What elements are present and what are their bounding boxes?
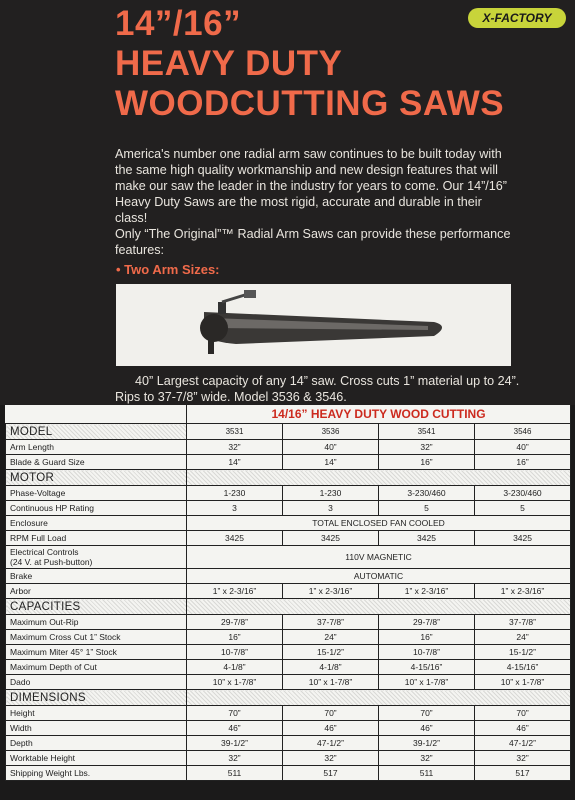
spec-value: 37-7/8” xyxy=(283,615,379,630)
spec-value: 32” xyxy=(187,751,283,766)
spec-row xyxy=(6,660,571,675)
model-label: MODEL xyxy=(6,424,187,440)
spec-row xyxy=(6,584,571,599)
spec-value: 40” xyxy=(283,440,379,455)
spec-label: Electrical Controls (24 V. at Push-button) xyxy=(6,546,187,569)
spec-value: 4-15/16” xyxy=(475,660,571,675)
saw-arm-illustration xyxy=(116,284,511,366)
spec-value: 32” xyxy=(379,751,475,766)
section-fill xyxy=(187,599,571,615)
spec-value: 29-7/8” xyxy=(379,615,475,630)
spec-value: 3425 xyxy=(187,531,283,546)
spec-row xyxy=(6,501,571,516)
spec-value: 10” x 1-7/8” xyxy=(379,675,475,690)
model-row xyxy=(6,424,571,440)
spec-value: 4-15/16” xyxy=(379,660,475,675)
model-number: 3546 xyxy=(475,424,571,440)
spec-value: 1-230 xyxy=(283,486,379,501)
spec-title: 14/16” HEAVY DUTY WOOD CUTTING xyxy=(187,405,571,424)
spec-value: 47-1/2” xyxy=(283,736,379,751)
title-line-2: HEAVY DUTY xyxy=(115,44,343,83)
brand-logo: X-FACTORY xyxy=(468,8,566,28)
spec-value: 16” xyxy=(475,455,571,470)
spec-label: Depth xyxy=(6,736,187,751)
title-line-1: 14”/16” xyxy=(115,4,242,43)
spec-row xyxy=(6,645,571,660)
spec-value-all: TOTAL ENCLOSED FAN COOLED xyxy=(187,516,571,531)
section-title: CAPACITIES xyxy=(6,599,187,615)
spec-value: 5 xyxy=(379,501,475,516)
spec-value: 3-230/460 xyxy=(475,486,571,501)
spec-value: 1” x 2-3/16” xyxy=(283,584,379,599)
spec-value: 29-7/8” xyxy=(187,615,283,630)
spec-value: 15-1/2” xyxy=(283,645,379,660)
spec-value: 1-230 xyxy=(187,486,283,501)
spec-value: 39-1/2” xyxy=(187,736,283,751)
section-header xyxy=(6,470,571,486)
spec-label: Dado xyxy=(6,675,187,690)
spec-row xyxy=(6,736,571,751)
spec-value: 3425 xyxy=(283,531,379,546)
spec-table xyxy=(5,405,571,781)
spec-value: 24” xyxy=(283,630,379,645)
spec-value: 10” x 1-7/8” xyxy=(283,675,379,690)
spec-label: Brake xyxy=(6,569,187,584)
spec-value: 24” xyxy=(475,630,571,645)
spec-value: 32” xyxy=(187,440,283,455)
section-title: MOTOR xyxy=(6,470,187,486)
spec-value: 10-7/8” xyxy=(187,645,283,660)
spec-value: 16” xyxy=(379,455,475,470)
spec-row xyxy=(6,455,571,470)
spec-label: Width xyxy=(6,721,187,736)
spec-value: 70” xyxy=(475,706,571,721)
spec-label: Maximum Miter 45° 1” Stock xyxy=(6,645,187,660)
spec-label: Arbor xyxy=(6,584,187,599)
spec-value: 4-1/8” xyxy=(187,660,283,675)
spec-row xyxy=(6,615,571,630)
spec-value: 5 xyxy=(475,501,571,516)
spec-label: Blade & Guard Size xyxy=(6,455,187,470)
spec-row xyxy=(6,486,571,501)
section-title: DIMENSIONS xyxy=(6,690,187,706)
spec-value: 3 xyxy=(283,501,379,516)
spec-label: Arm Length xyxy=(6,440,187,455)
title-line-3: WOODCUTTING SAWS xyxy=(115,84,505,123)
section-fill xyxy=(187,470,571,486)
arm-caption: 40” Largest capacity of any 14” saw. Cross cuts 1” material up to 24”. Rips to 37-7/8” wide. Model 3536 & 3546. xyxy=(115,374,520,404)
spec-value: 46” xyxy=(475,721,571,736)
spec-value: 16” xyxy=(379,630,475,645)
spec-value: 46” xyxy=(187,721,283,736)
spec-value: 70” xyxy=(187,706,283,721)
spec-row xyxy=(6,630,571,645)
spec-row xyxy=(6,706,571,721)
intro-text xyxy=(115,146,515,258)
spec-value: 10” x 1-7/8” xyxy=(475,675,571,690)
spec-value: 14” xyxy=(283,455,379,470)
intro-paragraph-1: America's number one radial arm saw continues to be built today with the same high quality workmanship and new design features that will make our saw the leader in the industry for years to come. Our 14”/16” Heavy Duty Saws are the most rigid, accurate and durable in their class! xyxy=(115,147,507,225)
spec-label: Worktable Height xyxy=(6,751,187,766)
spec-label: Maximum Out-Rip xyxy=(6,615,187,630)
spec-label: Continuous HP Rating xyxy=(6,501,187,516)
spec-value: 70” xyxy=(283,706,379,721)
model-number: 3531 xyxy=(187,424,283,440)
spec-label: RPM Full Load xyxy=(6,531,187,546)
bullet-two-arm-sizes: • Two Arm Sizes: xyxy=(116,262,220,277)
spec-row xyxy=(6,440,571,455)
spec-value: 47-1/2” xyxy=(475,736,571,751)
spec-value: 1” x 2-3/16” xyxy=(379,584,475,599)
spec-value: 46” xyxy=(379,721,475,736)
spec-value: 37-7/8” xyxy=(475,615,571,630)
spec-row xyxy=(6,516,571,531)
spec-row xyxy=(6,721,571,736)
spec-sheet xyxy=(5,405,570,781)
spec-value: 32” xyxy=(379,440,475,455)
spec-row xyxy=(6,766,571,781)
spec-value: 4-1/8” xyxy=(283,660,379,675)
spec-value: 10-7/8” xyxy=(379,645,475,660)
spec-value: 517 xyxy=(475,766,571,781)
saw-arm-photo xyxy=(116,284,511,366)
spec-row xyxy=(6,546,571,569)
spec-value: 1” x 2-3/16” xyxy=(475,584,571,599)
spec-label: Maximum Cross Cut 1” Stock xyxy=(6,630,187,645)
section-header xyxy=(6,599,571,615)
spec-value: 10” x 1-7/8” xyxy=(187,675,283,690)
spec-value: 40” xyxy=(475,440,571,455)
spec-value: 3425 xyxy=(475,531,571,546)
spec-value: 1” x 2-3/16” xyxy=(187,584,283,599)
spec-row xyxy=(6,569,571,584)
spec-row xyxy=(6,675,571,690)
spec-corner xyxy=(6,405,187,424)
section-header xyxy=(6,690,571,706)
spec-value: 511 xyxy=(187,766,283,781)
spec-value: 39-1/2” xyxy=(379,736,475,751)
spec-value: 14” xyxy=(187,455,283,470)
spec-row xyxy=(6,751,571,766)
intro-paragraph-2: Only “The Original”™ Radial Arm Saws can provide these performance features: xyxy=(115,227,511,257)
spec-row xyxy=(6,531,571,546)
spec-value: 32” xyxy=(283,751,379,766)
spec-value: 3 xyxy=(187,501,283,516)
spec-value: 511 xyxy=(379,766,475,781)
spec-label: Shipping Weight Lbs. xyxy=(6,766,187,781)
model-number: 3536 xyxy=(283,424,379,440)
spec-label: Enclosure xyxy=(6,516,187,531)
spec-value: 3-230/460 xyxy=(379,486,475,501)
spec-value: 517 xyxy=(283,766,379,781)
spec-label: Phase-Voltage xyxy=(6,486,187,501)
spec-value: 16” xyxy=(187,630,283,645)
spec-label: Height xyxy=(6,706,187,721)
spec-label: Maximum Depth of Cut xyxy=(6,660,187,675)
model-number: 3541 xyxy=(379,424,475,440)
spec-value-all: AUTOMATIC xyxy=(187,569,571,584)
spec-value: 15-1/2” xyxy=(475,645,571,660)
section-fill xyxy=(187,690,571,706)
spec-value: 46” xyxy=(283,721,379,736)
spec-value: 32” xyxy=(475,751,571,766)
spec-value: 3425 xyxy=(379,531,475,546)
spec-value-all: 110V MAGNETIC xyxy=(187,546,571,569)
spec-value: 70” xyxy=(379,706,475,721)
